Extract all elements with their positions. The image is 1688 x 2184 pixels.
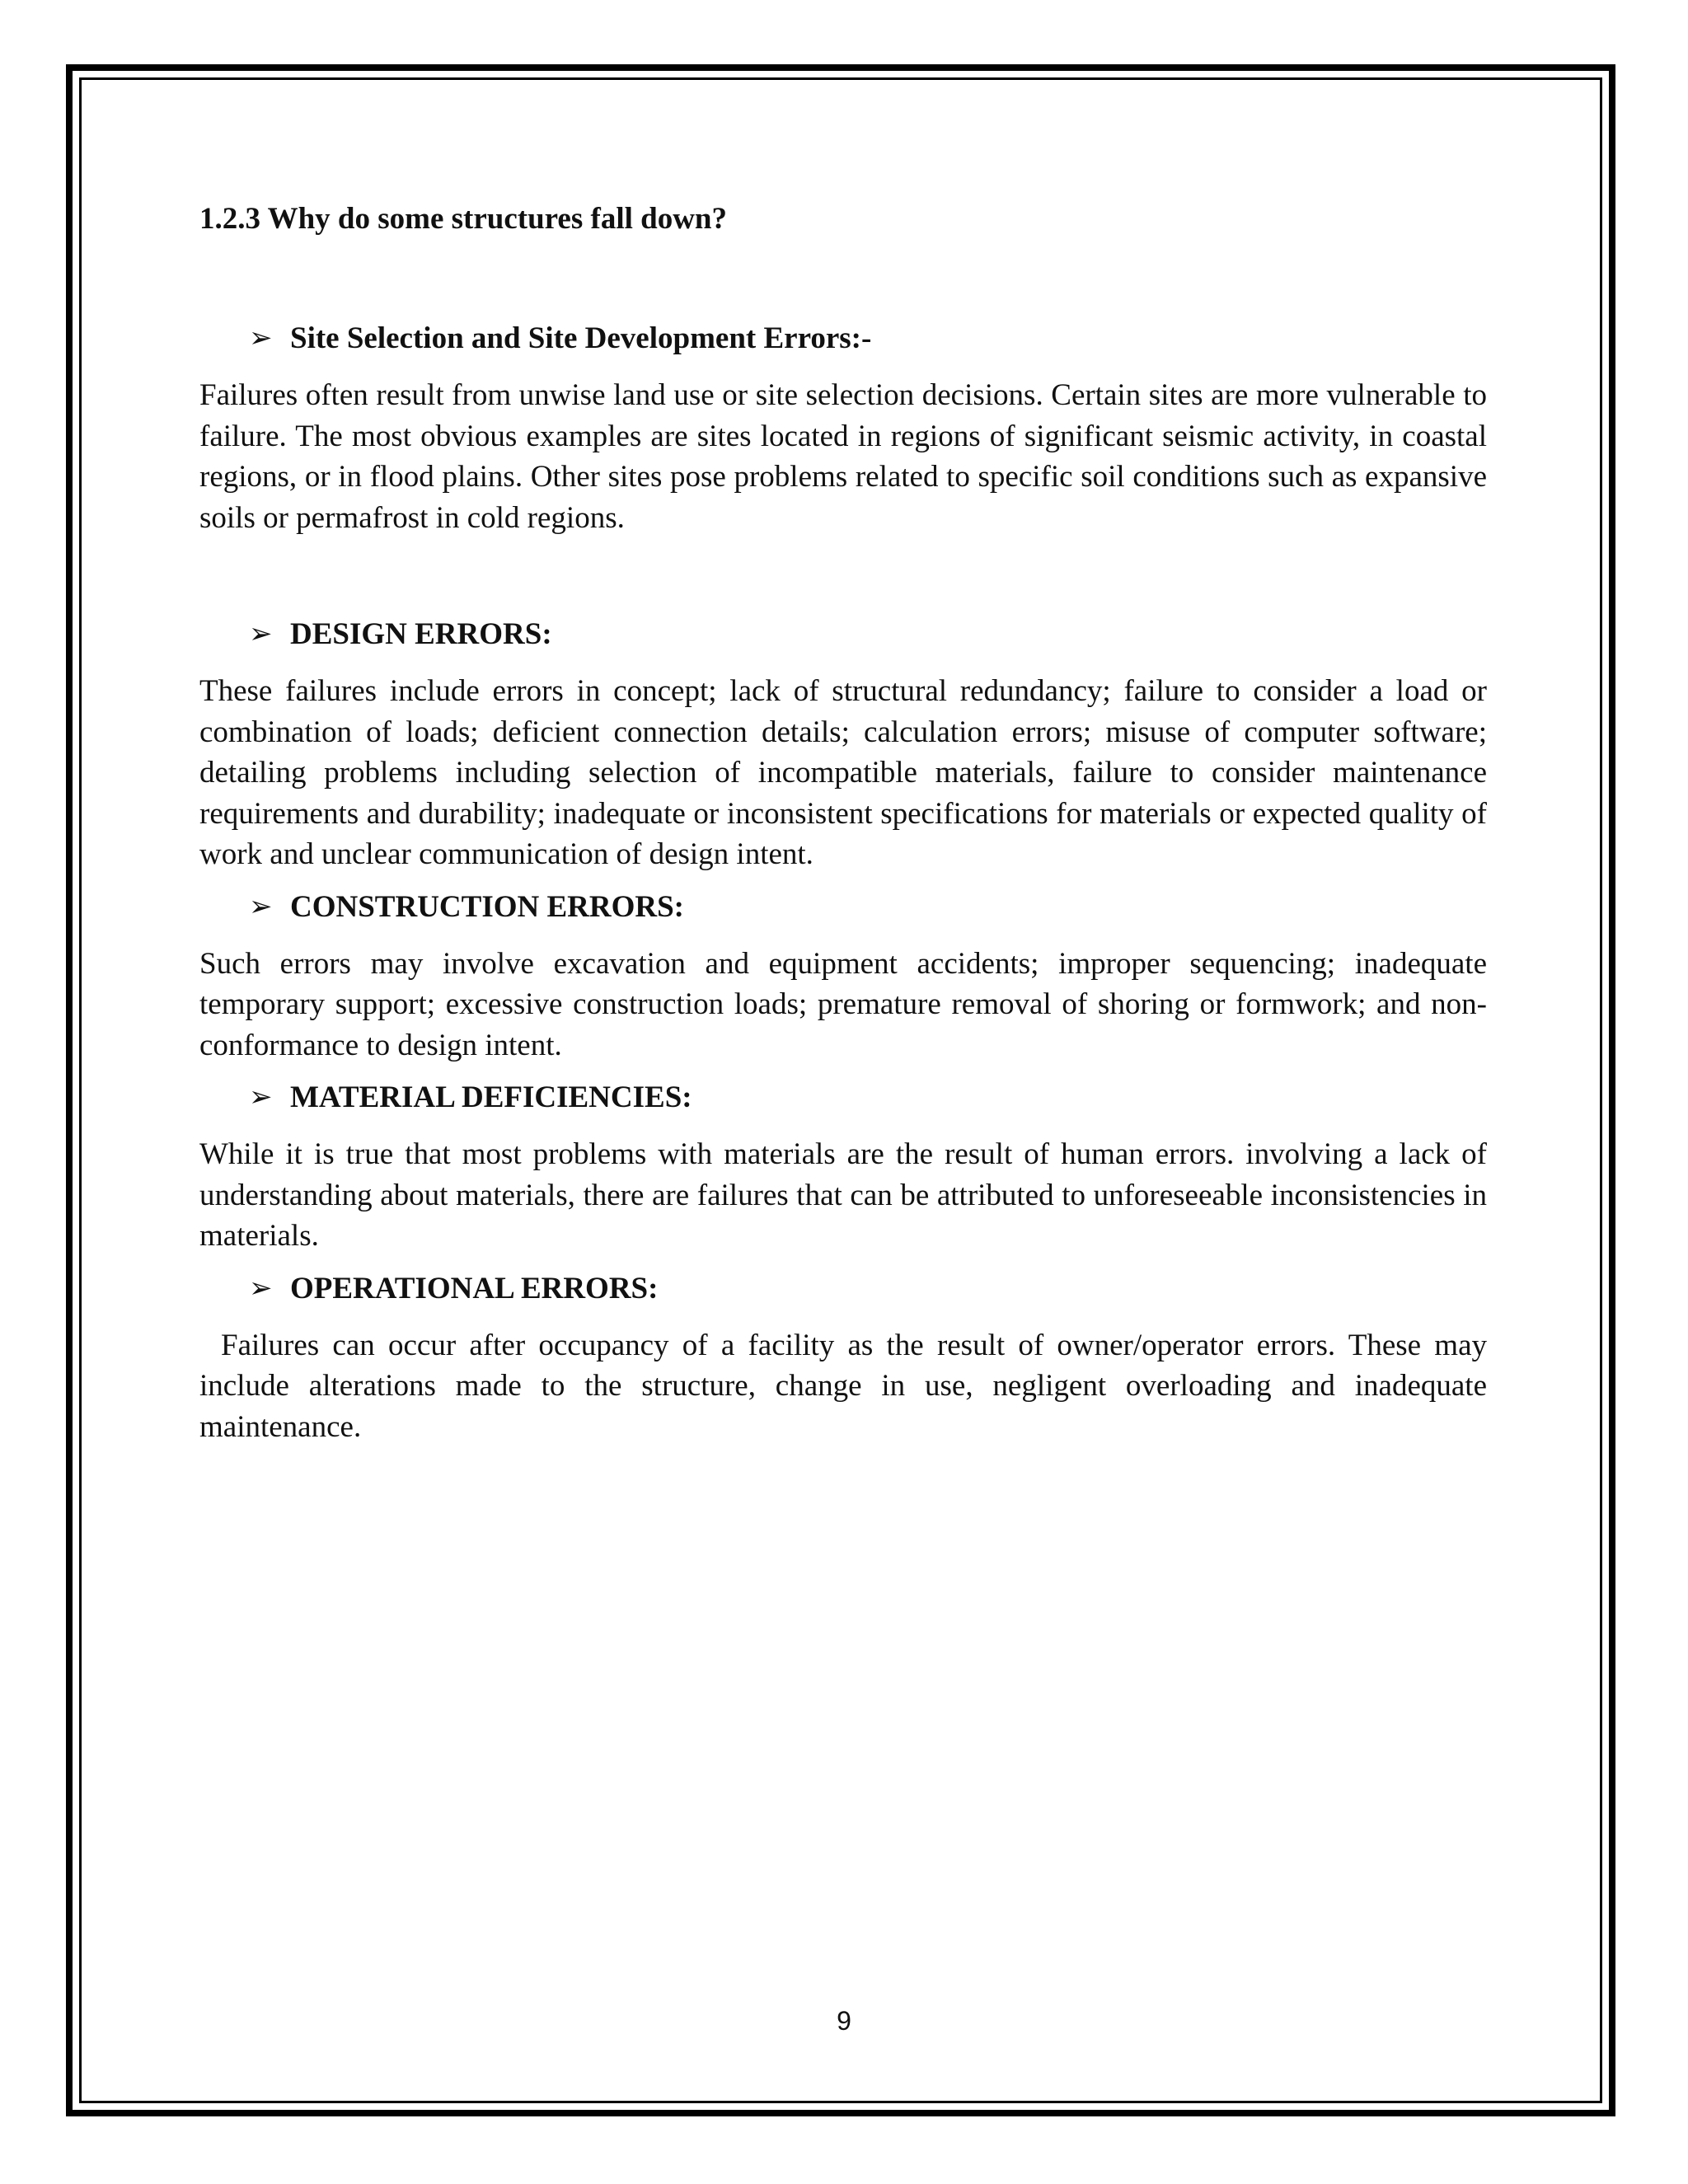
section-design-errors — [199, 614, 1487, 875]
section-heading-text: CONSTRUCTION ERRORS: — [290, 889, 684, 924]
section-body: While it is true that most problems with materials are the result of human errors. involving a lack of understanding about materials, there are failures that can be attributed to unforeseeable inconsistencies in materials. — [199, 1137, 1487, 1253]
section-title: 1.2.3 Why do some structures fall down? — [199, 202, 728, 236]
section-site-selection — [199, 318, 1487, 538]
section-heading — [199, 614, 1487, 655]
page-number: 9 — [837, 2006, 851, 2036]
arrow-bullet-icon: ➢ — [249, 619, 273, 649]
section-construction-errors — [199, 887, 1487, 1066]
section-body: These failures include errors in concept; lack of structural redundancy; failure to consider a load or combination of loads; deficient connection details; calculation errors; misuse of computer software; detailing problems including selection of incompatible materials, failure to consider maintenance requirements and durability; inadequate or inconsistent specifications for materials or expected quality of work and unclear communication of design intent. — [199, 674, 1487, 871]
section-operational-errors — [199, 1268, 1487, 1448]
arrow-bullet-icon: ➢ — [249, 1272, 273, 1304]
arrow-bullet-icon: ➢ — [249, 891, 273, 922]
arrow-bullet-icon: ➢ — [249, 323, 273, 354]
section-heading-text: Site Selection and Site Development Errors:- — [290, 321, 872, 355]
section-body: Failures can occur after occupancy of a facility as the result of owner/operator errors. These may include alterations made to the structure, change in use, negligent overloading and inadequate maintenance. — [199, 1328, 1487, 1444]
section-heading-text: MATERIAL DEFICIENCIES: — [290, 1080, 692, 1114]
section-body: Failures often result from unwise land use or site selection decisions. Certain sites are more vulnerable to failure. The most obvious examples are sites located in regions of significant seismic activity, in coastal regions, or in flood plains. Other sites pose problems related to specific soil conditions such as expansive soils or permafrost in cold regions. — [199, 378, 1487, 535]
arrow-bullet-icon: ➢ — [249, 1082, 273, 1113]
section-body: Such errors may involve excavation and equipment accidents; improper sequencing; inadequate temporary support; excessive construction loads; premature removal of shoring or formwork; and non-conformance to design intent. — [199, 946, 1487, 1062]
page-content — [199, 194, 1487, 1447]
section-heading-text: DESIGN ERRORS: — [290, 617, 552, 651]
section-heading — [199, 1268, 1487, 1310]
section-heading — [199, 887, 1487, 928]
section-material-deficiencies — [199, 1077, 1487, 1257]
section-heading — [199, 1077, 1487, 1118]
section-heading — [199, 318, 1487, 359]
section-heading-text: OPERATIONAL ERRORS: — [290, 1271, 659, 1305]
